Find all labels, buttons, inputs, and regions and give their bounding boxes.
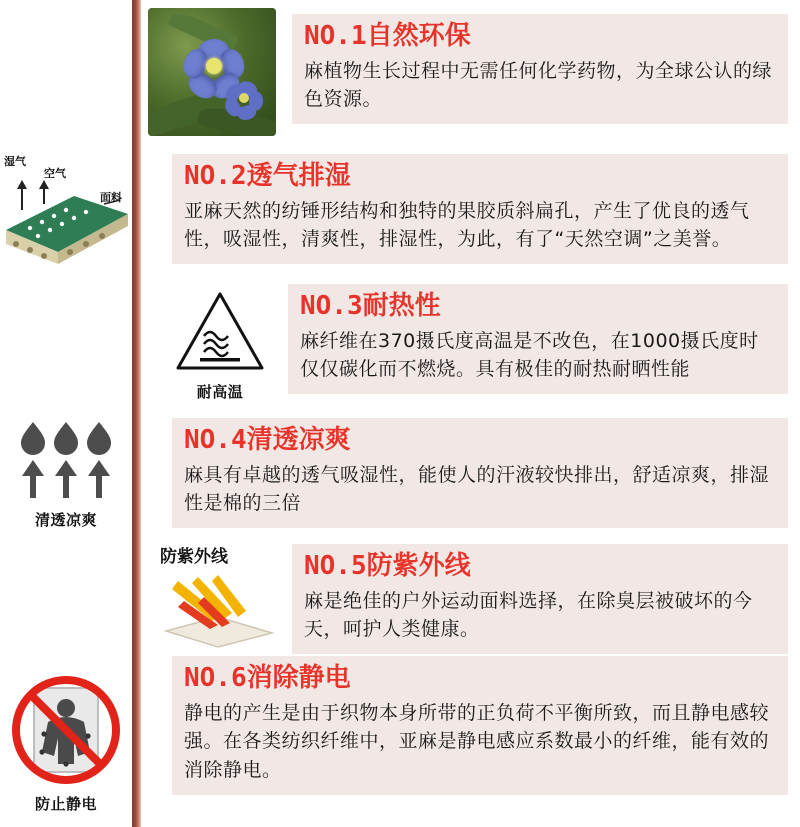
icon-caption-static: 防止静电: [34, 796, 97, 813]
feature-text-1: [292, 14, 788, 124]
high-temperature-warning-icon: [174, 290, 266, 374]
feature-body: 麻纤维在370摄氏度高温是不改色，在1000摄氏度时仅仅碳化而不燃烧。具有极佳的耐热耐晒性能: [300, 329, 759, 381]
feature-heading: NO.2透气排湿: [184, 161, 351, 191]
icon-caption-cool: 清透凉爽: [34, 512, 97, 529]
feature-body: 静电的产生是由于织物本身所带的正负荷不平衡所致，而且静电感较强。在各类纺织纤维中，亚麻是静电感应系数最小的纤维，能有效的消除静电。: [184, 701, 770, 782]
list-item: [0, 536, 800, 656]
feature-text-5: [292, 544, 788, 654]
uv-protection-icon: [160, 571, 278, 651]
diagram-label-air: 空气: [44, 168, 66, 180]
list-item: [0, 0, 800, 148]
feature-heading: NO.3耐热性: [300, 291, 441, 321]
diagram-label-fabric: 面料: [100, 192, 122, 204]
feature-heading: NO.5防紫外线: [304, 551, 471, 581]
no-static-electricity-icon: [8, 674, 124, 786]
icon-caption-heat: 耐高温: [196, 384, 244, 401]
flax-flower-photo: [148, 8, 276, 136]
list-item: [0, 284, 800, 412]
moisture-airflow-diagram: [0, 152, 132, 262]
icon-caption-uv: 防紫外线: [160, 547, 228, 566]
list-item: [0, 656, 800, 827]
feature-heading: NO.4清透凉爽: [184, 425, 351, 455]
feature-body: 麻具有卓越的透气吸湿性，能使人的汗液较快排出，舒适凉爽，排湿性是棉的三倍: [184, 463, 770, 515]
list-item: [0, 148, 800, 284]
feature-text-6: [172, 656, 788, 795]
feature-body: 麻植物生长过程中无需任何化学药物，为全球公认的绿色资源。: [304, 59, 773, 111]
list-item: [0, 412, 800, 536]
feature-text-4: [172, 418, 788, 528]
feature-text-3: [288, 284, 788, 394]
feature-body: 麻是绝佳的户外运动面料选择，在除臭层被破坏的今天，呵护人类健康。: [304, 589, 753, 641]
diagram-label-moisture: 湿气: [4, 156, 26, 168]
feature-body: 亚麻天然的纺锤形结构和独特的果胶质斜扁孔，产生了优良的透气性，吸湿性，清爽性，排湿性，为此，有了“天然空调”之美誉。: [184, 199, 750, 251]
feature-heading: NO.1自然环保: [304, 21, 471, 51]
cool-breathable-icon: [11, 416, 121, 502]
feature-heading: NO.6消除静电: [184, 663, 351, 693]
feature-text-2: [172, 154, 788, 264]
